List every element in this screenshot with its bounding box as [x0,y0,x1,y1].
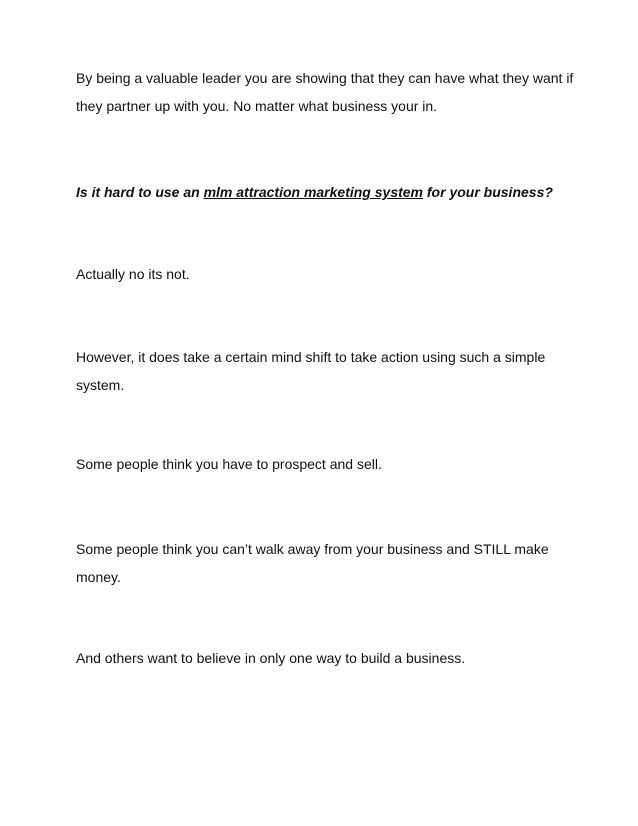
paragraph-walk-away: Some people think you can’t walk away from your business and STILL make money. [76,541,549,585]
mlm-attraction-marketing-link[interactable]: mlm attraction marketing system [203,184,423,200]
paragraph-prospect-sell: Some people think you have to prospect and sell. [76,456,382,472]
paragraph-mind-shift: However, it does take a certain mind shift to take action using such a simple system. [76,349,546,393]
paragraph-valuable-leader: By being a valuable leader you are showing that they can have what they want if they partner up with you. No matter what business your in. [76,70,574,114]
paragraph-one-way: And others want to believe in only one way to build a business. [76,650,466,666]
heading-text-after: for your business? [423,184,553,200]
section-heading [76,178,576,206]
heading-text-before: Is it hard to use an [76,184,204,200]
paragraph-actually: Actually no its not. [76,266,190,282]
